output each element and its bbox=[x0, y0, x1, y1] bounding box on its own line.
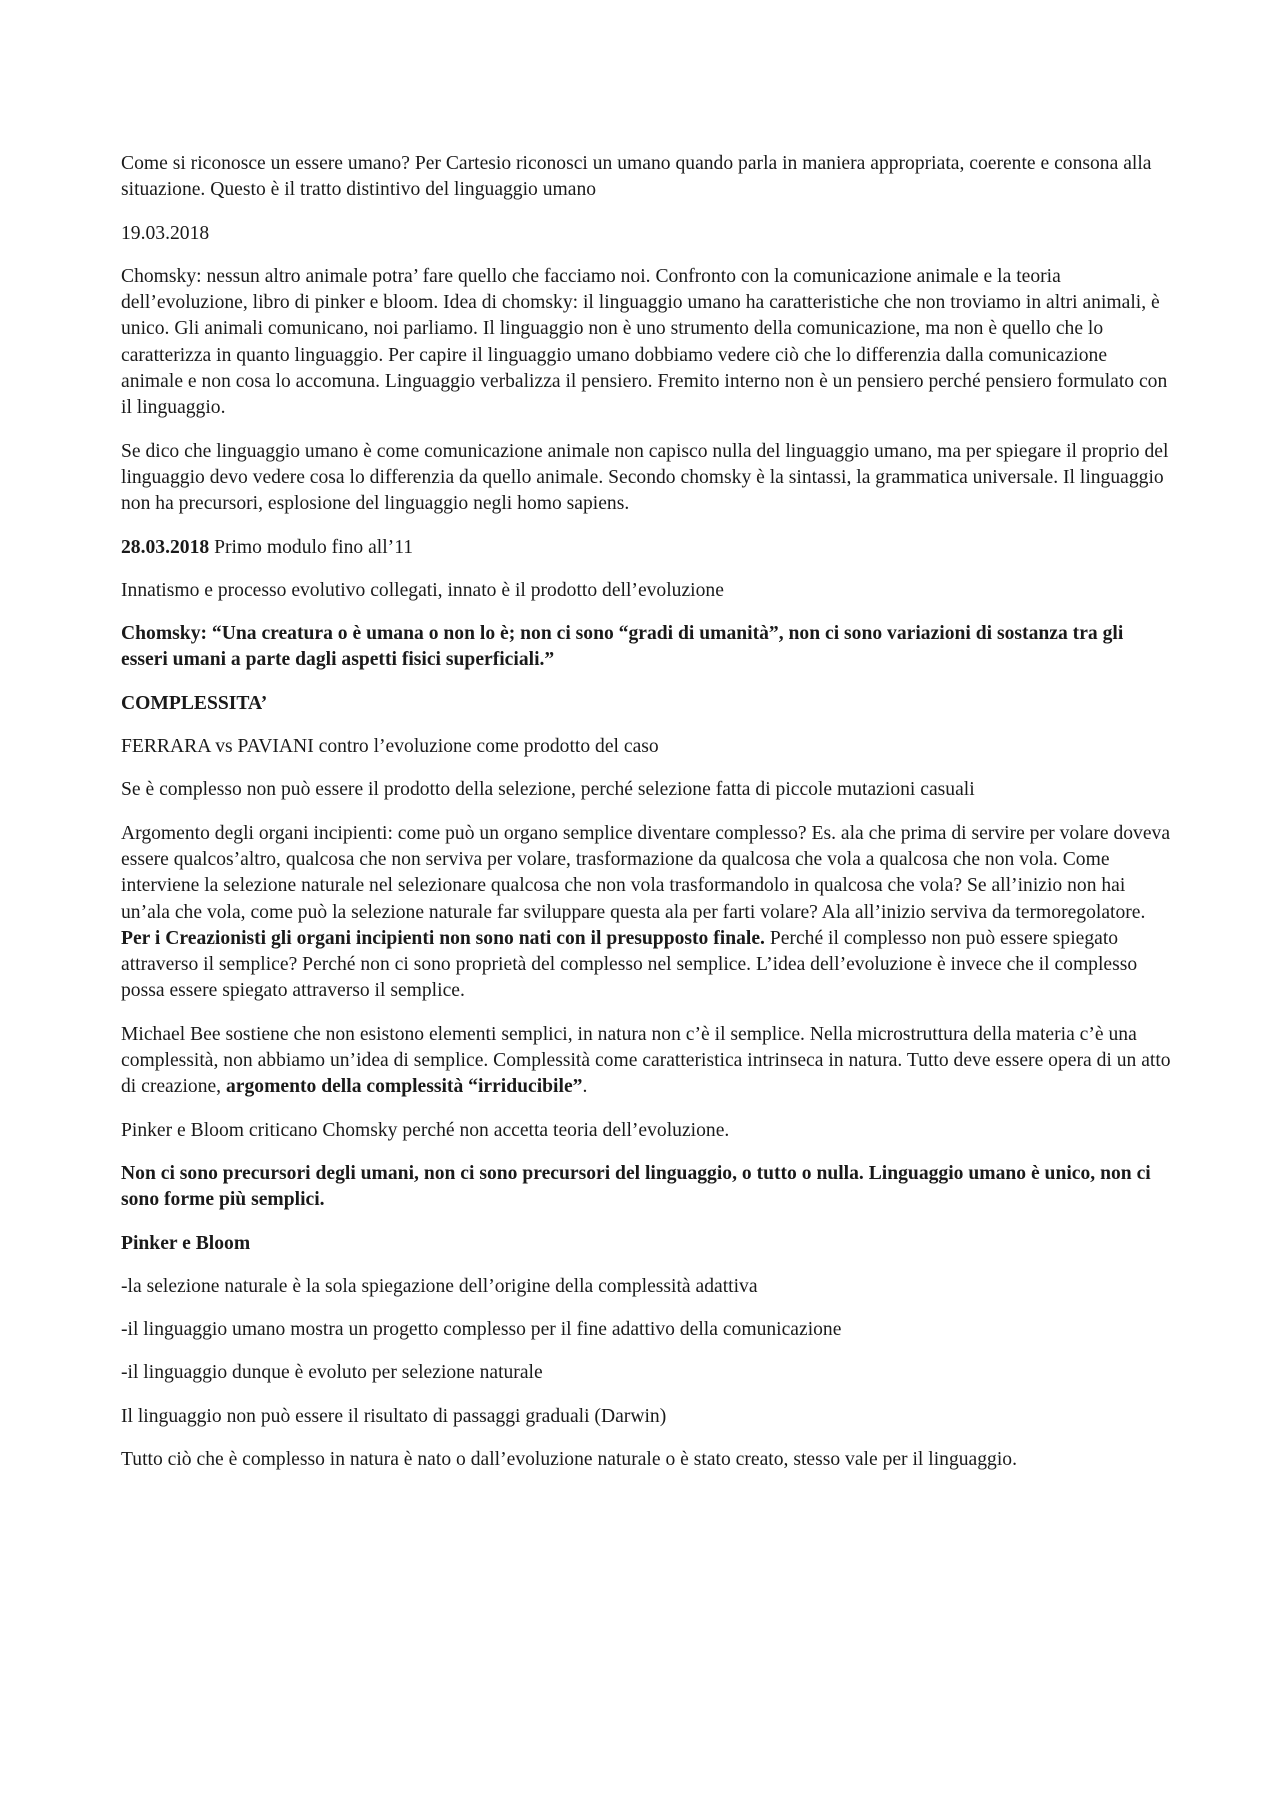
paragraph-ferrara-paviani: FERRARA vs PAVIANI contro l’evoluzione come prodotto del caso bbox=[121, 736, 659, 758]
paragraph-chomsky-intro: Chomsky: nessun altro animale potra’ fare quello che facciamo noi. Confronto con la comunicazione animale e la teoria dell’evoluzione, libro di pinker e bloom. Idea di chomsky: il linguaggio umano ha caratteristiche che non troviamo in altri animali, è unico. Gli animali comunicano, noi parliamo. Il linguaggio non è uno strumento della comunicazione, ma non è quello che lo caratterizza in quanto linguaggio. Per capire il linguaggio umano dobbiamo vedere ciò che lo differenzia dalla comunicazione animale e non cosa lo accomuna. Linguaggio verbalizza il pensiero. Fremito interno non è un pensiero perché pensiero formulato con il linguaggio. bbox=[121, 265, 1168, 419]
paragraph-darwin: Il linguaggio non può essere il risultato di passaggi graduali (Darwin) bbox=[121, 1405, 667, 1427]
date-28-03-2018-line bbox=[121, 535, 1171, 561]
date-28-03-2018: 28.03.2018 bbox=[121, 536, 210, 558]
list-item: -il linguaggio umano mostra un progetto complesso per il fine adattivo della comunicazione bbox=[121, 1319, 842, 1341]
paragraph-selezione: Se è complesso non può essere il prodotto della selezione, perché selezione fatta di piccole mutazioni casuali bbox=[121, 779, 975, 801]
date-19-03-2018: 19.03.2018 bbox=[121, 222, 210, 244]
creazionisti-bold: Per i Creazionisti gli organi incipienti non sono nati con il presupposto finale. bbox=[121, 927, 765, 949]
paragraph-organi-incipienti: Argomento degli organi incipienti: come può un organo semplice diventare complesso? Es. ala che prima di servire per volare doveva essere qualcos’altro, qualcosa che non serviva per volare, trasformazione da qualcosa che vola a qualcosa che non vola. Come interviene la selezione naturale nel selezionare qualcosa che non vola trasformandolo in qualcosa che vola? Se all’inizio non hai un’ala che vola, come può la selezione naturale far sviluppare questa ala per farti volare? Ala all’inizio serviva da termoregolatore. Per i Creazionisti gli organi incipienti non sono nati con il presupposto finale. Perché il complesso non può essere spiegato attraverso il semplice? Perché non ci sono proprietà del complesso nel semplice. L’idea dell’evoluzione è invece che il complesso possa essere spiegato attraverso il semplice. bbox=[121, 822, 1171, 1002]
list-item: -la selezione naturale è la sola spiegazione dell’origine della complessità adattiva bbox=[121, 1275, 758, 1297]
list-item: -il linguaggio dunque è evoluto per selezione naturale bbox=[121, 1362, 543, 1384]
paragraph-innatismo: Innatismo e processo evolutivo collegati, innato è il prodotto dell’evoluzione bbox=[121, 579, 724, 601]
paragraph-michael-bee: Michael Bee sostiene che non esistono elementi semplici, in natura non c’è il semplice. Nella microstruttura della materia c’è una complessità, non abbiamo un’idea di semplice. Complessità come caratteristica intrinseca in natura. Tutto deve essere opera di un atto di creazione, argomento della complessità “irriducibile”. bbox=[121, 1023, 1171, 1098]
document-page bbox=[121, 151, 1171, 1490]
paragraph-precursori: Non ci sono precursori degli umani, non ci sono precursori del linguaggio, o tutto o nulla. Linguaggio umano è unico, non ci sono forme più semplici. bbox=[121, 1162, 1151, 1211]
paragraph-comunicazione-animale: Se dico che linguaggio umano è come comunicazione animale non capisco nulla del linguaggio umano, ma per spiegare il proprio del linguaggio devo vedere cosa lo differenzia da quello animale. Secondo chomsky è la sintassi, la grammatica universale. Il linguaggio non ha precursori, esplosione del linguaggio negli homo sapiens. bbox=[121, 440, 1169, 515]
chomsky-quote: Chomsky: “Una creatura o è umana o non lo è; non ci sono “gradi di umanità”, non ci sono variazioni di sostanza tra gli esseri umani a parte dagli aspetti fisici superficiali.” bbox=[121, 623, 1124, 671]
paragraph-pinker-bloom-critica: Pinker e Bloom criticano Chomsky perché non accetta teoria dell’evoluzione. bbox=[121, 1119, 730, 1141]
heading-complessita: COMPLESSITA’ bbox=[121, 692, 268, 714]
paragraph-cartesio: Come si riconosce un essere umano? Per Cartesio riconosci un umano quando parla in maniera appropriata, coerente e consona alla situazione. Questo è il tratto distintivo del linguaggio umano bbox=[121, 153, 1152, 201]
heading-pinker-bloom: Pinker e Bloom bbox=[121, 1232, 251, 1254]
complessita-irriducibile-bold: argomento della complessità “irriducibile” bbox=[225, 1076, 583, 1098]
paragraph-conclusione: Tutto ciò che è complesso in natura è nato o dall’evoluzione naturale o è stato creato, stesso vale per il linguaggio. bbox=[121, 1448, 1017, 1470]
date-note: Primo modulo fino all’11 bbox=[209, 536, 414, 558]
